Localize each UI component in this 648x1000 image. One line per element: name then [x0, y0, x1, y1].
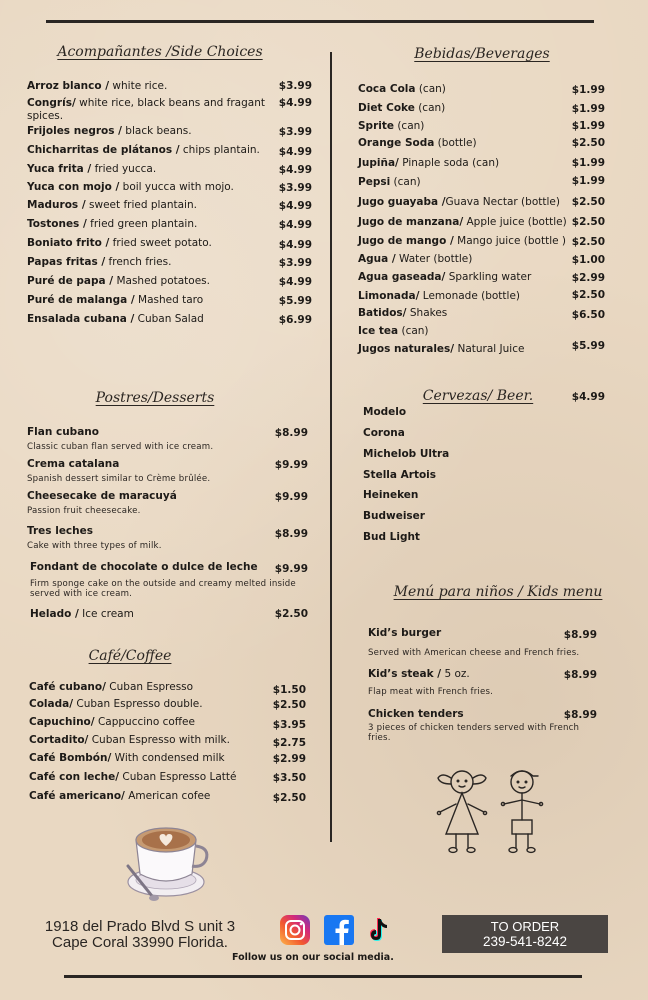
beverages-item — [358, 120, 578, 133]
sides-item-desc: sweet fried plantain. — [85, 199, 197, 211]
sides-item — [27, 97, 277, 123]
kids-item-price: $8.99 — [563, 709, 597, 721]
instagram-icon[interactable] — [279, 914, 311, 946]
beverages-item-name: Ice tea — [358, 325, 399, 337]
bottom-rule — [64, 975, 582, 978]
tiktok-icon[interactable] — [364, 914, 396, 946]
beer-item: Heineken — [363, 489, 419, 501]
coffee-item-price: $3.50 — [272, 772, 306, 784]
sides-item-price: $3.99 — [278, 80, 312, 92]
dessert-name: Fondant de chocolate o dulce de leche — [30, 561, 258, 573]
beverages-item-price: $1.00 — [571, 254, 605, 266]
coffee-item-desc: Cuban Espresso with milk. — [88, 734, 230, 746]
kids-item-note: Served with American cheese and French fries. — [368, 648, 580, 658]
kids-item-name: Chicken tenders — [368, 708, 464, 720]
beverages-item — [358, 176, 578, 189]
coffee-item-price: $3.95 — [272, 719, 306, 731]
beer-item: Bud Light — [363, 531, 420, 543]
sides-item — [27, 144, 277, 157]
beverages-item-desc: (can) — [414, 102, 446, 114]
coffee-item — [29, 681, 269, 694]
beverages-item-name: Agua gaseada/ — [358, 271, 446, 283]
sides-item-desc: french fries. — [105, 256, 172, 268]
order-phone: 239-541-8242 — [482, 934, 568, 949]
coffee-item-name: Café con leche/ — [29, 771, 120, 783]
kids-item — [368, 627, 568, 640]
coffee-item-desc: Cuban Espresso double. — [73, 698, 203, 710]
beverages-item-name: Diet Coke — [358, 102, 415, 114]
dessert-price: $9.99 — [274, 491, 308, 503]
kids-item-price: $8.99 — [563, 669, 597, 681]
sides-title: Acompañantes /Side Choices — [57, 44, 263, 60]
beverages-item-desc: Natural Juice — [454, 343, 525, 355]
dessert-desc: Spanish dessert similar to Crème brûlée. — [27, 474, 211, 484]
beverages-item — [358, 235, 578, 248]
sides-item-price: $4.99 — [278, 164, 312, 176]
beverages-item-price: $2.50 — [571, 216, 605, 228]
dessert-name: Cheesecake de maracuyá — [27, 490, 177, 502]
sides-item-price: $4.99 — [278, 200, 312, 212]
sides-item-price: $5.99 — [278, 295, 312, 307]
sides-item-name: Yuca con mojo / — [27, 181, 120, 193]
sides-item-name: Papas fritas / — [27, 256, 106, 268]
sides-item — [27, 313, 277, 326]
beverages-item — [358, 253, 578, 266]
sides-item-desc: Mashed potatoes. — [113, 275, 210, 287]
dessert-price: $9.99 — [274, 459, 308, 471]
beer-item: Budweiser — [363, 510, 425, 522]
sides-item-desc: chips plantain. — [179, 144, 260, 156]
beverages-item-price: $1.99 — [571, 120, 605, 132]
beverages-item-desc: (can) — [390, 176, 421, 188]
beverages-item-desc: Mango juice (bottle ) — [453, 235, 567, 247]
coffee-item-name: Café americano/ — [29, 790, 125, 802]
beverages-item-price: $6.50 — [571, 309, 605, 321]
coffee-item — [29, 734, 269, 747]
coffee-cup-illustration — [122, 812, 214, 904]
sides-item-price: $4.99 — [278, 97, 312, 109]
dessert-desc: Classic cuban flan served with ice cream. — [27, 442, 214, 452]
dessert-helado-name: Helado / — [30, 608, 79, 620]
coffee-item-desc: Cuban Espresso Latté — [119, 771, 237, 783]
sides-item — [27, 125, 277, 138]
dessert-helado-price: $2.50 — [274, 608, 308, 620]
beverages-item-price: $1.99 — [571, 175, 605, 187]
sides-item-price: $4.99 — [278, 219, 312, 231]
beverages-item-name: Pepsi — [358, 176, 391, 188]
beverages-item-name: Jugos naturales/ — [358, 343, 455, 355]
beer-item: Stella Artois — [363, 469, 437, 481]
beverages-item-price: $2.50 — [571, 137, 605, 149]
beverages-item-name: Limonada/ — [358, 290, 420, 302]
sides-item-desc: boil yucca with mojo. — [119, 181, 234, 193]
beverages-item-name: Sprite — [358, 120, 394, 132]
coffee-title: Café/Coffee — [88, 648, 172, 664]
coffee-item-name: Cortadito/ — [29, 734, 89, 746]
beverages-item-desc: Sparkling water — [445, 271, 532, 283]
dessert-desc: Cake with three types of milk. — [27, 541, 162, 551]
beverages-item-name: Jugo de mango / — [358, 235, 454, 247]
sides-item — [27, 181, 277, 194]
sides-item-name: Yuca frita / — [27, 163, 92, 175]
sides-item-name: Boniato frito / — [27, 237, 110, 249]
beverages-item-name: Jugo guayaba / — [358, 196, 446, 208]
dessert-desc: Firm sponge cake on the outside and creamy melted inside served with ice cream. — [30, 579, 296, 599]
coffee-item-name: Capuchino/ — [29, 716, 95, 728]
sides-item-name: Puré de malanga / — [27, 294, 135, 306]
sides-item-price: $3.99 — [278, 257, 312, 269]
sides-item — [27, 256, 277, 269]
beverages-item — [358, 196, 578, 209]
beverages-item-price: $1.99 — [571, 84, 605, 96]
kids-item-note: 3 pieces of chicken tenders served with French fries. — [368, 723, 580, 743]
kids-item-note: Flap meat with French fries. — [368, 687, 494, 697]
beverages-item-name: Orange Soda — [358, 137, 435, 149]
beverages-item — [358, 216, 578, 229]
sides-item-price: $4.99 — [278, 239, 312, 251]
beverages-item — [358, 290, 578, 303]
sides-item — [27, 275, 277, 288]
beverages-item-name: Batidos/ — [358, 307, 407, 319]
beverages-item-name: Jugo de manzana/ — [358, 216, 464, 228]
sides-item-price: $3.99 — [278, 182, 312, 194]
kids-item — [368, 708, 568, 721]
sides-item-name: Tostones / — [27, 218, 87, 230]
sides-item-name: Maduros / — [27, 199, 86, 211]
sides-item-name: Frijoles negros / — [27, 125, 122, 137]
sides-item-desc: Cuban Salad — [134, 313, 204, 325]
beverages-item-desc: Apple juice (bottle) — [463, 216, 567, 228]
beverages-item-desc: Shakes — [406, 307, 448, 319]
coffee-item-desc: Cappuccino coffee — [94, 716, 195, 728]
center-divider — [330, 52, 332, 842]
beverages-item-desc: Lemonade (bottle) — [419, 290, 521, 302]
dessert-name: Flan cubano — [27, 426, 99, 438]
sides-item-desc: fried sweet potato. — [109, 237, 212, 249]
sides-item-price: $3.99 — [278, 126, 312, 138]
sides-item — [27, 80, 277, 93]
sides-item — [27, 163, 277, 176]
beverages-item — [358, 137, 578, 150]
coffee-item-price: $2.50 — [272, 792, 306, 804]
beverages-item-desc: (can) — [398, 325, 429, 337]
beverages-item-price: $2.99 — [571, 272, 605, 284]
coffee-item-name: Café cubano/ — [29, 681, 106, 693]
sides-item-name: Arroz blanco / — [27, 80, 110, 92]
address-line-1: 1918 del Prado Blvd S unit 3 — [44, 918, 236, 935]
sides-item-desc: white rice. — [109, 80, 168, 92]
beverages-item — [358, 83, 578, 96]
dessert-name: Tres leches — [27, 525, 94, 537]
coffee-item — [29, 771, 269, 784]
coffee-item-desc: Cuban Espresso — [105, 681, 194, 693]
kids-illustration — [430, 764, 560, 856]
desserts-title: Postres/Desserts — [95, 390, 215, 406]
beverages-item — [358, 157, 578, 170]
beverages-item-price: $1.99 — [571, 157, 605, 169]
follow-social-text: Follow us on our social media. — [232, 952, 394, 963]
kids-item-desc: 5 oz. — [441, 668, 470, 680]
dessert-helado-desc: Ice cream — [78, 608, 134, 620]
beer-price: $4.99 — [571, 391, 605, 403]
beverages-item-price: $2.50 — [571, 289, 605, 301]
order-label: TO ORDER — [490, 919, 560, 934]
sides-item-desc: Mashed taro — [134, 294, 204, 306]
dessert-price: $8.99 — [274, 427, 308, 439]
address-line-2: Cape Coral 33990 Florida. — [52, 934, 228, 951]
sides-item-desc: black beans. — [121, 125, 192, 137]
kids-title: Menú para niños / Kids menu — [393, 584, 603, 600]
beer-title: Cervezas/ Beer. — [422, 388, 534, 404]
beverages-item — [358, 307, 578, 320]
coffee-item-price: $2.50 — [272, 699, 306, 711]
coffee-item — [29, 790, 269, 803]
dessert-price: $9.99 — [274, 563, 308, 575]
coffee-item-price: $2.99 — [272, 753, 306, 765]
beverages-title: Bebidas/Beverages — [414, 46, 550, 62]
coffee-item-desc: American cofee — [124, 790, 211, 802]
beverages-item — [358, 343, 578, 356]
beverages-item-price: $2.50 — [571, 196, 605, 208]
beverages-item-desc: Guava Nectar (bottle) — [445, 196, 560, 208]
beverages-item-price: $1.99 — [571, 103, 605, 115]
dessert-name: Crema catalana — [27, 458, 120, 470]
sides-item — [27, 218, 277, 231]
facebook-icon[interactable] — [323, 914, 355, 946]
sides-item-price: $6.99 — [278, 314, 312, 326]
beverages-item-desc: (bottle) — [434, 137, 477, 149]
beer-item: Michelob Ultra — [363, 448, 450, 460]
coffee-item — [29, 716, 269, 729]
coffee-item-name: Colada/ — [29, 698, 74, 710]
coffee-item-price: $2.75 — [272, 737, 306, 749]
top-rule — [46, 20, 594, 23]
sides-item-name: Puré de papa / — [27, 275, 114, 287]
coffee-item-price: $1.50 — [272, 684, 306, 696]
beverages-item — [358, 102, 578, 115]
beer-item: Modelo — [363, 406, 407, 418]
sides-item — [27, 199, 277, 212]
sides-item-price: $4.99 — [278, 146, 312, 158]
beverages-item-price: $2.50 — [571, 236, 605, 248]
kids-item — [368, 668, 568, 681]
beverages-item-price: $5.99 — [571, 340, 605, 352]
sides-item-desc: fried green plantain. — [86, 218, 198, 230]
dessert-desc: Passion fruit cheesecake. — [27, 506, 141, 516]
beer-item: Corona — [363, 427, 405, 439]
sides-item — [27, 237, 277, 250]
coffee-item — [29, 752, 269, 765]
kids-item-name: Kid’s burger — [368, 627, 442, 639]
dessert-price: $8.99 — [274, 528, 308, 540]
beverages-item-desc: (can) — [394, 120, 425, 132]
beverages-item-desc: Water (bottle) — [395, 253, 473, 265]
coffee-item — [29, 698, 269, 711]
beverages-item-desc: Pinaple soda (can) — [398, 157, 500, 169]
beverages-item-name: Agua / — [358, 253, 396, 265]
sides-item-desc: white rice, black beans and fragant spices. — [27, 97, 265, 122]
sides-item — [27, 294, 277, 307]
order-phone-box[interactable] — [442, 915, 608, 953]
beverages-item-name: Jupiña/ — [358, 157, 399, 169]
beverages-item-desc: (can) — [415, 83, 446, 95]
beverages-item — [358, 271, 578, 284]
kids-item-name: Kid’s steak / — [368, 668, 442, 680]
sides-item-desc: fried yucca. — [91, 163, 157, 175]
beverages-item-name: Coca Cola — [358, 83, 416, 95]
coffee-item-desc: With condensed milk — [111, 752, 225, 764]
coffee-item-name: Café Bombón/ — [29, 752, 112, 764]
sides-item-name: Ensalada cubana / — [27, 313, 135, 325]
beverages-item — [358, 325, 578, 338]
kids-item-price: $8.99 — [563, 629, 597, 641]
sides-item-name: Chicharritas de plátanos / — [27, 144, 180, 156]
sides-item-name: Congrís/ — [27, 97, 76, 109]
sides-item-price: $4.99 — [278, 276, 312, 288]
dessert-item-helado — [30, 608, 250, 621]
